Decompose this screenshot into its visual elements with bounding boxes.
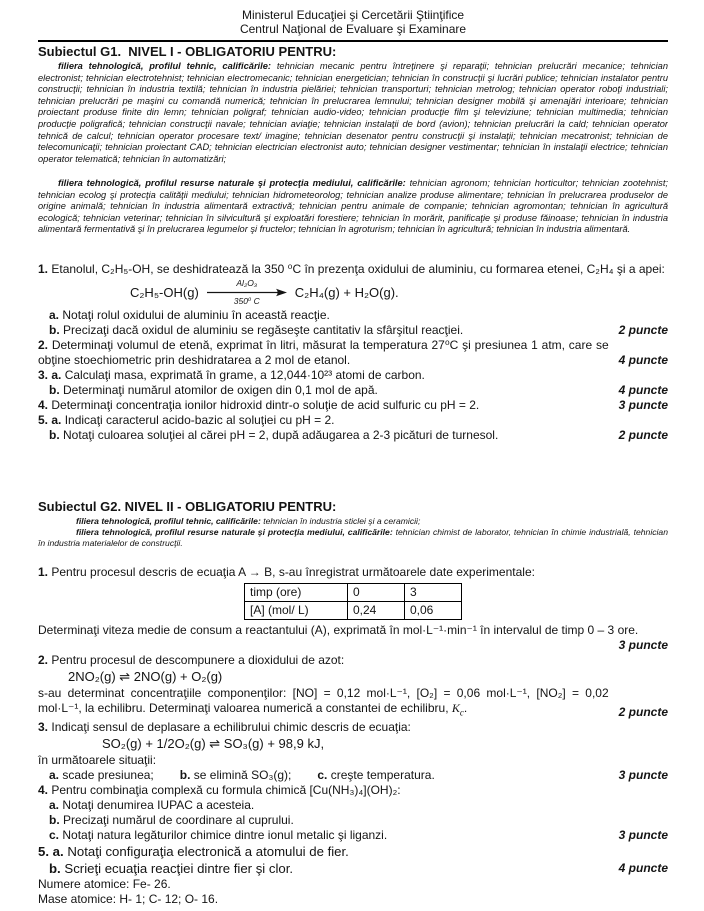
question-number: 1. <box>38 262 49 276</box>
g2-question-4b <box>38 813 668 828</box>
g1-question-5b <box>38 428 668 443</box>
section-g2 <box>38 499 668 907</box>
item-text: Notaţi rolul oxidului de aluminiu în această reacţie. <box>62 308 330 322</box>
g2-q1-continuation: Determinaţi viteza medie de consum a reactantului (A), exprimată în mol·L⁻¹·min⁻¹ în intervalul de timp 0 – 3 ore. <box>38 623 639 637</box>
question-text: Determinaţi concentraţia ionilor hidroxid dintr-o soluţie de acid sulfuric cu pH = 2. <box>51 398 480 412</box>
g1-questions <box>38 262 668 443</box>
item-text: Scrieţi ecuaţia reacţiei dintre fier şi clor. <box>64 861 294 877</box>
option-c: c. creşte temperatura. <box>317 768 435 783</box>
filiera-list: tehnician agronom; tehnician horticultor; tehnician zootehnist; tehnician ecolog şi protecţia calităţii mediului; tehnician hidrometeorolog; tehnician analize produse alimentare; tehnician în prelucrarea produselor de origine animală; tehnician în industria alimentară extractivă; tehnician pentru animale de companie; tehnician agromontan; tehnician în agricultură ecologică; tehnician veterinar; tehnician în silvicultură şi exploatări forestiere; tehnician în morărit, panificaţie şi produse făinoase; tehnician în industria alimentară fermentativă şi în prelucrarea legumelor şi fructelor; tehnician în agroturism; tehnician în agricultură; tehnician în industria alimentară. <box>38 178 668 235</box>
points-label: 4 puncte <box>618 383 668 397</box>
g2-question-3 <box>38 720 668 735</box>
points-label: 4 puncte <box>618 353 668 367</box>
points-label: 3 puncte <box>618 828 668 843</box>
item-text: Notaţi culoarea soluţiei al cărei pH = 2, după adăugarea a 2-3 picături de turnesol. <box>63 428 499 442</box>
g1-question-2 <box>38 338 668 368</box>
question-number: 5. a. <box>38 844 64 860</box>
atomic-numbers-note: Numere atomice: Fe- 26. <box>38 877 171 892</box>
question-number: 5. a. <box>38 413 62 427</box>
question-number: 1. <box>38 565 49 579</box>
question-number: 4. <box>38 398 49 412</box>
atomic-masses-note: Mase atomice: H- 1; C- 12; O- 16. <box>38 892 219 907</box>
g1-question-1b <box>38 323 668 338</box>
g1-question-5a <box>38 413 668 428</box>
g2-question-5a <box>38 843 668 860</box>
question-text: Indicaţi sensul de deplasare a echilibrului chimic descris de ecuaţia: <box>51 720 411 735</box>
filiera-list: tehnician mecanic pentru întreţinere şi reparaţii; tehnician prelucrări mecanice; tehnician electronist; tehnician electrotehnist; tehnician electromecanic; tehnician energetician; tehnician în construcţii şi lucrări publice; tehnician instalator pentru construcţii; tehnician în industria textilă; tehnician în industria pielăriei; tehnician transporturi; tehnician metrolog; tehnician operator roboţi industriali; tehnician prelucrări pe maşini cu comandă numerică; tehnician în prelucrarea lemnului; tehnician designer mobilă şi amenajări interioare; tehnician proiectant produse finite din lemn; tehnician poligraf; tehnician audio-video; tehnician producţie film şi televiziune; tehnician multimedia; tehnician producţie poligrafică; tehnician construcţii navale; tehnician aviaţie; tehnician instalaţii de bord (avion); tehnician prelucrări la cald; tehnician operator tehnică de calcul; tehnician operator procesare text/ imagine; tehnician desenator pentru construcţii şi instalaţii; tehnician mecatronist; tehnician de telecomunicaţii; tehnician proiectant CAD; tehnician electrician electronist auto; tehnician designer vestimentar; tehnician în instalaţii electrice; tehnician operator telematică; tehnician în automatizări; <box>38 61 668 164</box>
page-header <box>38 8 668 36</box>
item-text: Determinaţi numărul atomilor de oxigen din 0,1 mol de apă. <box>63 383 378 397</box>
points-label: 2 puncte <box>618 428 668 442</box>
points-label: 3 puncte <box>618 398 668 412</box>
table-cell-time-label: timp (ore) <box>245 584 348 602</box>
g2-question-4 <box>38 783 668 798</box>
points-label: 3 puncte <box>618 638 668 652</box>
g2-q2-equilibrium-equation: 2NO₂(g) ⇌ 2NO(g) + O₂(g) <box>68 669 223 684</box>
g2-filiera-tehnic-paragraph <box>38 516 668 527</box>
item-letter: a. <box>49 798 60 813</box>
g1-question-1 <box>38 262 668 277</box>
filiera-lead: filiera tehnologică, profilul resurse naturale şi protecţia mediului, calificările: <box>58 178 406 188</box>
question-number: 2. <box>38 653 49 667</box>
g2-questions <box>38 565 668 907</box>
reactant-formula: C₂H₅-OH(g) <box>130 285 199 300</box>
question-text: Calculaţi masa, exprimată în grame, a 12,044·10²³ atomi de carbon. <box>64 368 425 382</box>
center-title: Centrul Naţional de Evaluare şi Examinare <box>239 22 467 36</box>
question-text: Pentru procesul de descompunere a dioxidului de azot: <box>51 653 345 667</box>
question-text: Etanolul, C₂H₅-OH, se deshidratează la 350 ⁰C în prezenţa oxidului de aluminiu, cu formarea etenei, C₂H₄ şi a apei: <box>51 262 665 276</box>
item-text: Precizaţi dacă oxidul de aluminiu se regăseşte cantitativ la sfârşitul reacţiei. <box>63 323 464 337</box>
points-label: 2 puncte <box>618 323 668 337</box>
reaction-arrow <box>206 279 288 306</box>
g2-q3-options-row <box>38 768 668 783</box>
question-number: 4. <box>38 783 49 798</box>
g2-question-5b <box>38 860 668 877</box>
g1-filiera-tehnic-paragraph <box>38 61 668 178</box>
g2-question-4c <box>38 828 668 843</box>
question-number: 3. <box>38 720 49 735</box>
filiera-lead: filiera tehnologică, profilul tehnic, calificările: <box>58 61 271 71</box>
table-cell-conc-0: 0,24 <box>348 602 405 620</box>
question-text: Pentru combinaţia complexă cu formula chimică [Cu(NH₃)₄](OH)₂: <box>51 783 401 798</box>
table-cell-conc-3: 0,06 <box>405 602 462 620</box>
g1-q1-reaction-equation <box>130 279 668 306</box>
g1-filiera-resurse-paragraph <box>38 178 668 259</box>
filiera-list: tehnician în industria sticlei şi a ceramicii; <box>260 516 421 526</box>
question-number: 3. a. <box>38 368 62 382</box>
table-cell-time-0: 0 <box>348 584 405 602</box>
g1-question-3b <box>38 383 668 398</box>
table-row <box>245 584 462 602</box>
item-letter: b. <box>49 861 61 877</box>
header-divider <box>38 40 668 42</box>
temperature-label: 350⁰ C <box>233 296 260 306</box>
item-letter: b. <box>49 383 60 397</box>
item-letter: c. <box>49 828 60 843</box>
experimental-data-table <box>244 583 462 620</box>
continuation-text: s-au determinat concentraţiile componenţilor: [NO] = 0,12 mol·L⁻¹, [O₂] = 0,06 mol·L⁻¹, [NO₂] = 0,02 mol·L⁻¹, la echilibru. Determinaţi valoarea numerică a constantei de echilibru, <box>38 686 609 715</box>
item-text: Precizaţi numărul de coordinare al cuprului. <box>63 813 294 828</box>
ministry-title: Ministerul Educaţiei şi Cercetării Ştiinţifice <box>241 8 465 22</box>
g2-question-4a <box>38 798 668 813</box>
item-text: Notaţi natura legăturilor chimice dintre ionul metalic şi liganzi. <box>62 828 388 843</box>
question-text: Indicaţi caracterul acido-bazic al soluţiei cu pH = 2. <box>64 413 335 427</box>
filiera-list: tehnician chimist de laborator, tehnician în chimie industrială, tehnician în industria materialelor de construcţii. <box>38 527 668 548</box>
filiera-lead: filiera tehnologică, profilul tehnic, calificările: <box>76 516 261 526</box>
g1-question-3a <box>38 368 668 383</box>
equilibrium-constant-symbol: $K_c$ <box>451 701 464 718</box>
item-letter: b. <box>49 428 60 442</box>
table-cell-time-3: 3 <box>405 584 462 602</box>
g2-question-2 <box>38 653 668 668</box>
catalyst-label: Al₂O₃ <box>236 278 258 288</box>
item-letter: b. <box>49 813 60 828</box>
table-cell-conc-label: [A] (mol/ L) <box>245 602 348 620</box>
item-text: Notaţi denumirea IUPAC a acesteia. <box>62 798 255 813</box>
question-text: Pentru procesul descris de ecuaţia A → B, s-au înregistrat următoarele date experimentale: <box>51 565 535 579</box>
g1-question-1a <box>38 308 668 323</box>
item-letter: b. <box>49 323 60 337</box>
g2-filiera-resurse-paragraph <box>38 527 668 549</box>
g2-question-1 <box>38 565 668 580</box>
points-label: 3 puncte <box>618 768 668 783</box>
points-label: 4 puncte <box>618 861 668 876</box>
g2-q3-equilibrium-equation: SO₂(g) + 1/2O₂(g) ⇌ SO₃(g) + 98,9 kJ, <box>102 736 325 752</box>
points-label: 2 puncte <box>618 705 668 720</box>
g1-question-4 <box>38 398 668 413</box>
g2-q2-continuation-row: s-au determinat concentraţiile componenţilor: [NO] = 0,12 mol·L⁻¹, [O₂] = 0,06 mol·L⁻¹, [NO₂] = 0,02 mol·L⁻¹, la echilibru. Determinaţi valoarea numerică a constantei de echilibru, $K_c$. 2 puncte <box>38 686 668 720</box>
question-number: 2. <box>38 338 49 352</box>
section-g2-heading: Subiectul G2. NIVEL II - OBLIGATORIU PENTRU: <box>38 499 337 514</box>
product-formula: C₂H₄(g) + H₂O(g). <box>294 285 399 300</box>
option-b: b. se elimină SO₃(g); <box>179 768 292 783</box>
question-text: Determinaţi volumul de etenă, exprimat în litri, măsurat la temperatura 27⁰C şi presiunea 1 atm, care se obţine stoechiometric prin deshidratarea a 2 mol de etanol. <box>38 338 609 367</box>
table-row <box>245 602 462 620</box>
option-a: a. scade presiunea; <box>49 768 154 783</box>
item-letter: a. <box>49 308 60 322</box>
section-g1-heading: Subiectul G1. NIVEL I - OBLIGATORIU PENTRU: <box>38 44 337 59</box>
filiera-lead: filiera tehnologică, profilul resurse naturale şi protecţia mediului, calificările: <box>76 527 393 537</box>
question-text: Notaţi configuraţia electronică a atomului de fier. <box>67 844 349 860</box>
g2-q3-continuation: în următoarele situaţii: <box>38 753 157 768</box>
section-g1 <box>38 44 668 443</box>
